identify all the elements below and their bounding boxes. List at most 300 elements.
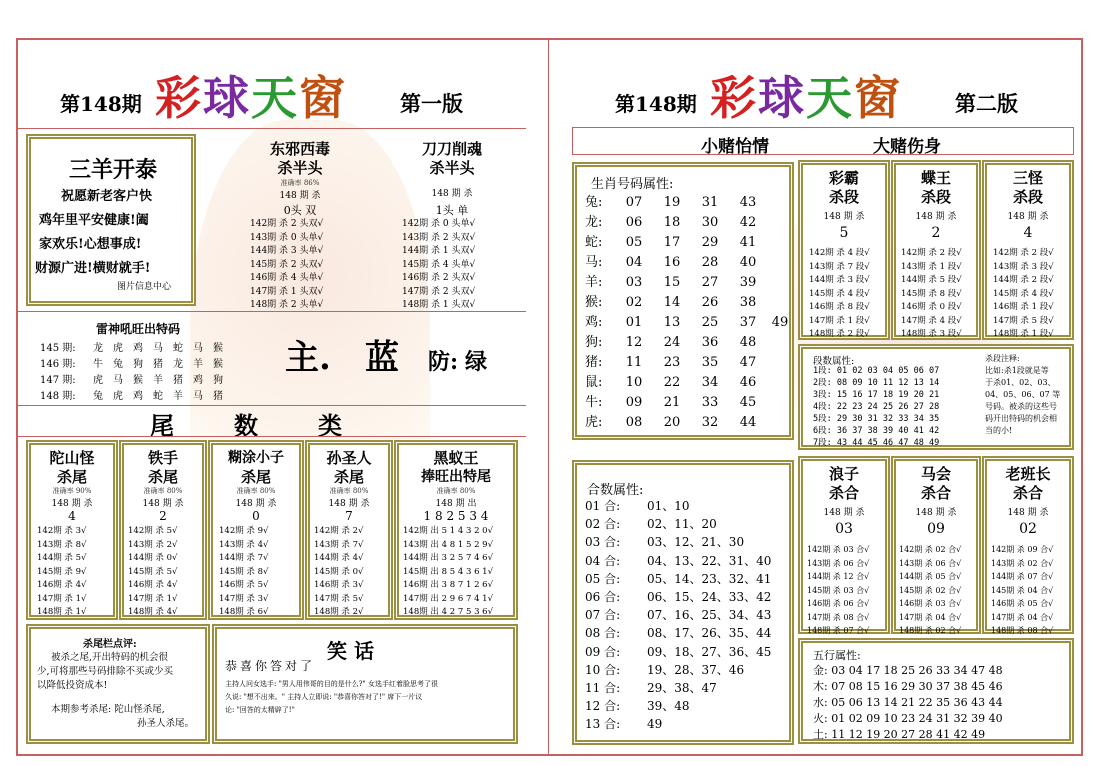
he-col-subtitle: 杀合 [828, 484, 859, 502]
history-row: 147期 杀 04 合√ [899, 612, 962, 622]
daodao-title: 刀刀削魂 [421, 140, 482, 158]
he-col-period: 148 期 杀 [915, 508, 957, 518]
sum-attributes-box [572, 460, 794, 745]
zodiac-cell: 羊 [173, 391, 183, 402]
tail-col-history [37, 525, 86, 620]
history-row: 145期 出 8 5 4 3 6 1√ [403, 566, 494, 577]
period-label: 147 期: [40, 375, 76, 386]
sum-label: 10 合: [585, 662, 621, 677]
main-color-value: 蓝 [365, 338, 399, 378]
number-cell: 22 [663, 375, 681, 390]
sum-values: 09、18、27、36、45 [647, 644, 772, 659]
zodiac-box [572, 162, 794, 440]
daodao-pick: 1头 单 [435, 204, 469, 217]
sum-row [585, 606, 771, 624]
sum-label: 13 合: [585, 717, 621, 732]
segment-row: 3段: 15 16 17 18 19 20 21 [813, 390, 940, 400]
zodiac-name: 鼠: [585, 375, 603, 390]
leishen-row [40, 389, 228, 405]
zodiac-cell: 虎 [113, 391, 123, 402]
number-cell: 20 [663, 415, 681, 430]
number-cell: 21 [663, 395, 681, 410]
blessing-box [26, 134, 196, 306]
seg-col-period: 148 期 杀 [823, 212, 865, 222]
history-row: 148期 杀 2 段√ [809, 329, 870, 339]
number-cell: 32 [701, 415, 719, 430]
history-row: 145期 杀 04 合√ [991, 585, 1054, 595]
history-row: 143期 杀 2 头双√ [402, 232, 476, 243]
zodiac-cell: 兔 [113, 359, 123, 370]
number-cell: 11 [625, 355, 643, 370]
number-cell: 44 [739, 415, 757, 430]
history-row: 146期 杀 8 段√ [809, 302, 870, 312]
history-row: 143期 杀 7√ [314, 539, 364, 550]
sum-label: 12 合: [585, 699, 621, 714]
logo-char: 彩 [155, 71, 203, 125]
history-row: 146期 杀 5√ [219, 580, 269, 590]
edition-label: 第一版 [400, 91, 463, 116]
review-reference: 孙圣人杀尾。 [137, 718, 195, 729]
history-row: 143期 杀 02 合√ [991, 558, 1054, 568]
segment-note-title: 杀段注释: [985, 354, 1020, 363]
zodiac-cell: 猪 [153, 359, 163, 370]
history-row: 144期 杀 05 合√ [899, 572, 962, 581]
zodiac-row [585, 413, 793, 433]
number-cell: 10 [625, 375, 643, 390]
segment-column-caiba [798, 160, 890, 340]
review-line: 少,可将那些号码排除不买或少买 [37, 666, 174, 677]
history-row: 146期 杀 0 段√ [901, 302, 962, 312]
sum-label: 06 合: [585, 590, 621, 605]
tail-col-period: 148 期 杀 [142, 499, 184, 509]
sum-column-mahui [891, 456, 981, 634]
number-cell: 04 [625, 255, 643, 270]
number-cell: 09 [625, 395, 643, 410]
segment-row: 1段: 01 02 03 04 05 06 07 [813, 366, 940, 376]
number-cell: 36 [701, 335, 719, 350]
history-row: 147期 杀 1 头双√ [250, 286, 324, 297]
joke-line: 论: "回答的太精辟了!" [225, 706, 295, 714]
sum-row [585, 643, 771, 661]
history-row: 143期 杀 2√ [128, 539, 178, 550]
segment-row: 6段: 36 37 38 39 40 41 42 [813, 426, 940, 436]
history-row: 145期 杀 9√ [37, 566, 87, 577]
zodiac-row [585, 373, 793, 393]
number-cell: 15 [663, 275, 681, 290]
tail-col-subtitle: 捧旺出特尾 [421, 469, 491, 485]
joke-box [212, 624, 518, 744]
tail-col-period: 148 期 杀 [235, 499, 277, 509]
period-label: 148 期: [40, 391, 76, 402]
history-row: 146期 出 3 8 7 1 2 6√ [403, 580, 494, 590]
history-row: 143期 杀 06 合√ [807, 558, 870, 568]
seg-col-period: 148 期 杀 [915, 212, 957, 222]
joke-line: 主持人问女选手: "男人用伟哥的目的是什么?" 女选手红着脸思考了很 [225, 680, 439, 688]
daodao-subtitle: 杀半头 [429, 159, 475, 177]
segment-column-sanguai [982, 160, 1074, 340]
segment-row: 7段: 43 44 45 46 47 48 49 [813, 438, 940, 448]
history-row: 144期 杀 0√ [128, 553, 178, 563]
element-row: 金: 03 04 17 18 25 26 33 34 47 48 [813, 664, 1003, 677]
element-row: 木: 07 08 15 16 29 30 37 38 45 46 [813, 680, 1003, 693]
tail-col-history [314, 525, 363, 620]
history-row: 142期 杀 2 头双√ [250, 219, 324, 229]
history-row: 144期 杀 1 头双√ [402, 246, 476, 256]
zodiac-cell: 羊 [193, 359, 203, 370]
zodiac-name: 兔: [585, 195, 603, 210]
tail-title-char: 尾 [150, 411, 174, 440]
tail-col-accuracy: 准确率 80% [436, 487, 476, 495]
number-cell: 07 [625, 195, 643, 210]
tail-title-char: 类 [318, 411, 342, 440]
sum-values: 29、38、47 [647, 681, 717, 696]
history-row: 143期 杀 1 段√ [901, 261, 962, 272]
he-col-pick: 02 [1019, 521, 1037, 537]
number-cell: 01 [625, 315, 643, 330]
history-row: 148期 杀 2√ [314, 607, 364, 617]
five-elements-box [798, 638, 1074, 744]
review-box [26, 624, 210, 744]
sum-row [585, 497, 771, 515]
history-row: 144期 杀 5√ [37, 553, 87, 563]
joke-line: 久说: "想不出来。" 主持人立即说: "恭喜你答对了!" 席下一片议 [225, 693, 423, 701]
logo-char: 球 [203, 71, 251, 125]
period-label: 145 期: [40, 343, 76, 354]
zodiac-cell: 兔 [93, 391, 103, 402]
sum-column-langzi [798, 456, 890, 634]
number-cell: 47 [739, 355, 757, 370]
sum-values: 39、48 [647, 699, 690, 714]
history-row: 143期 杀 3 段√ [993, 261, 1054, 272]
zodiac-cell: 虎 [93, 375, 103, 386]
sum-row [585, 661, 771, 679]
zodiac-cell: 龙 [93, 343, 103, 354]
blessing-line: 祝愿新老客户快 [61, 189, 153, 204]
history-row: 147期 杀 4 段√ [901, 315, 962, 326]
issue-number: 第148期 [615, 92, 697, 116]
history-row: 146期 杀 03 合√ [899, 599, 962, 608]
history-row: 147期 杀 08 合√ [807, 612, 870, 622]
tail-col-accuracy: 准确率 90% [52, 487, 92, 495]
zodiac-name: 马: [585, 255, 603, 270]
sum-label: 11 合: [585, 681, 621, 696]
zodiac-row [585, 273, 793, 293]
number-cell: 08 [625, 415, 643, 430]
sum-values: 04、13、22、31、40 [647, 553, 772, 568]
he-col-history [991, 543, 1053, 638]
issue-number: 第148期 [60, 92, 142, 116]
sum-column-laobanzhang [982, 456, 1074, 634]
zodiac-row [585, 213, 793, 233]
history-row: 144期 出 3 2 5 7 4 6√ [403, 553, 494, 563]
history-row: 148期 杀 6√ [219, 607, 269, 617]
history-row: 148期 杀 1 段√ [993, 329, 1054, 339]
number-cell: 34 [701, 375, 719, 390]
zodiac-cell: 鸡 [133, 343, 143, 354]
history-row: 143期 杀 06 合√ [899, 558, 962, 568]
segment-note [985, 353, 1060, 437]
history-row: 142期 杀 2√ [314, 526, 364, 536]
sum-row [585, 588, 771, 606]
tail-col-title: 陀山怪 [49, 449, 95, 467]
sum-label: 02 合: [585, 517, 621, 532]
he-col-period: 148 期 杀 [1007, 508, 1049, 518]
zodiac-name: 狗: [585, 335, 603, 350]
tail-col-title: 铁手 [147, 449, 178, 467]
history-row: 145期 杀 03 合√ [807, 585, 870, 595]
number-cell: 40 [739, 255, 757, 270]
tail-column-heihu [394, 440, 518, 620]
zodiac-cell: 狗 [213, 375, 223, 386]
segment-note-line: 号码。被杀的这些号 [985, 402, 1057, 411]
sum-title: 合数属性: [587, 483, 644, 498]
blessing-title: 三羊开泰 [69, 157, 158, 183]
blessing-footer: 图片信息中心 [117, 282, 172, 292]
zodiac-cell: 羊 [153, 375, 163, 386]
number-cell: 05 [625, 235, 643, 250]
history-row: 142期 杀 0 头单√ [402, 219, 476, 229]
tail-col-period: 148 期 出 [435, 499, 477, 509]
zodiac-cell: 龙 [173, 359, 183, 370]
history-row: 148期 杀 1√ [37, 607, 87, 617]
history-row: 147期 杀 3√ [219, 593, 269, 604]
sum-list [585, 497, 771, 734]
number-cell: 39 [739, 275, 757, 290]
history-row: 148期 杀 4√ [128, 607, 178, 617]
right-header [595, 62, 1075, 125]
sum-label: 07 合: [585, 608, 621, 623]
zodiac-cell: 猴 [133, 375, 143, 386]
zodiac-cell: 鸡 [193, 375, 203, 386]
period-label: 146 期: [40, 359, 76, 370]
history-row: 147期 杀 1√ [37, 593, 87, 604]
zodiac-row [585, 353, 793, 373]
dongxie-accuracy: 准确率 86% [280, 179, 320, 187]
zodiac-cell: 猴 [213, 343, 223, 354]
sum-row [585, 515, 771, 533]
number-cell: 12 [625, 335, 643, 350]
he-col-pick: 03 [835, 521, 853, 537]
zodiac-row [585, 233, 793, 253]
history-row: 143期 杀 7 段√ [809, 261, 870, 272]
number-cell: 38 [739, 295, 757, 310]
number-cell: 06 [625, 215, 643, 230]
tail-title-char: 数 [234, 411, 258, 440]
history-row: 148期 杀 3 段√ [901, 329, 962, 339]
motto-right: 大赌伤身 [873, 137, 941, 157]
five-elements-list [813, 663, 1003, 743]
number-cell: 30 [701, 215, 719, 230]
history-row: 142期 杀 02 合√ [899, 545, 962, 554]
he-col-title: 马会 [920, 465, 951, 483]
sum-row [585, 697, 771, 715]
history-row: 145期 杀 4 段√ [993, 288, 1054, 299]
zodiac-row [585, 253, 793, 273]
zodiac-table [585, 193, 793, 433]
number-cell: 18 [663, 215, 681, 230]
seg-col-pick: 2 [931, 225, 941, 241]
sum-values: 01、10 [647, 499, 690, 513]
tail-col-pick: 0 [252, 509, 260, 523]
number-cell: 02 [625, 295, 643, 310]
number-cell: 24 [663, 335, 681, 350]
he-col-pick: 09 [927, 521, 945, 537]
history-row: 146期 杀 06 合√ [807, 599, 870, 608]
history-row: 148期 杀 07 合√ [807, 626, 870, 635]
leishen-row [40, 357, 228, 373]
zodiac-name: 牛: [585, 395, 603, 410]
sum-values: 05、14、23、32、41 [647, 571, 772, 586]
dongxie-subtitle: 杀半头 [277, 159, 323, 177]
element-row: 水: 05 06 13 14 21 22 35 36 43 44 [813, 696, 1003, 709]
segment-row: 4段: 22 23 24 25 26 27 28 [813, 402, 940, 412]
history-row: 146期 杀 4√ [37, 580, 87, 590]
zodiac-cell: 马 [193, 391, 203, 402]
zodiac-name: 猪: [585, 355, 603, 370]
tail-col-subtitle: 杀尾 [240, 468, 271, 486]
leishen-row [40, 373, 228, 389]
seg-col-title: 彩霸 [828, 169, 859, 187]
seg-col-history [993, 247, 1054, 342]
sum-values: 08、17、26、35、44 [647, 626, 772, 641]
element-row: 土: 11 12 19 20 27 28 41 42 49 [813, 728, 986, 741]
number-cell: 42 [739, 215, 757, 230]
sum-row [585, 533, 771, 551]
tail-col-pick: 4 [68, 509, 76, 523]
number-cell: 37 [739, 315, 757, 330]
history-row: 144期 杀 12 合√ [807, 572, 870, 581]
number-cell: 43 [739, 195, 757, 210]
tail-column-sunsheng [305, 440, 393, 620]
zodiac-cell: 马 [113, 375, 123, 386]
history-row: 147期 杀 1√ [128, 593, 178, 604]
he-col-period: 148 期 杀 [823, 508, 865, 518]
tail-col-history [219, 525, 268, 620]
number-cell: 28 [701, 255, 719, 270]
tail-col-period: 148 期 杀 [51, 499, 93, 509]
history-row: 142期 杀 2 段√ [901, 248, 962, 258]
segments-list [813, 365, 939, 449]
joke-headline: 恭喜你答对了 [225, 659, 316, 673]
tail-column-hutu [208, 440, 304, 620]
zodiac-cell: 猪 [173, 375, 183, 386]
main-color-label: 主. [285, 338, 331, 378]
tail-column-tieshou [119, 440, 207, 620]
number-cell: 26 [701, 295, 719, 310]
number-cell: 19 [663, 195, 681, 210]
history-row: 147期 杀 04 合√ [991, 612, 1054, 622]
zodiac-name: 蛇: [585, 235, 603, 250]
sum-values: 06、15、24、33、42 [647, 590, 772, 605]
review-line: 以降低投资成本! [37, 680, 108, 691]
motto-banner [572, 127, 1074, 155]
number-cell: 03 [625, 275, 643, 290]
zodiac-row [585, 333, 793, 353]
tail-col-accuracy: 准确率 80% [236, 487, 276, 495]
guard-color-value: 绿 [465, 349, 488, 375]
dongxie-pick: 0头 双 [283, 204, 317, 217]
sum-row [585, 552, 771, 570]
logo [155, 62, 347, 128]
zodiac-row [585, 393, 793, 413]
segment-column-diewang [891, 160, 981, 340]
zodiac-cell: 蛇 [173, 343, 183, 354]
tail-column-tuoshan [26, 440, 118, 620]
history-row: 142期 杀 4 段√ [809, 248, 870, 258]
history-row: 145期 杀 4 头单√ [402, 259, 476, 270]
zodiac-name: 龙: [585, 215, 603, 230]
motto-left: 小赌怡情 [701, 137, 769, 157]
history-row: 144期 杀 07 合√ [991, 572, 1054, 581]
number-cell: 48 [739, 335, 757, 350]
number-cell: 27 [701, 275, 719, 290]
he-col-history [807, 543, 869, 638]
segment-row: 2段: 08 09 10 11 12 13 14 [813, 378, 940, 388]
segment-attributes-box [798, 344, 1074, 450]
tail-col-title: 黑蚁王 [433, 449, 479, 467]
tail-col-history [403, 525, 493, 620]
history-row: 147期 杀 5√ [314, 593, 364, 604]
tail-col-history [128, 525, 177, 620]
history-row: 142期 出 5 1 4 3 2 0√ [403, 526, 494, 536]
tail-col-pick: 2 [159, 509, 167, 523]
history-row: 142期 杀 9√ [219, 526, 269, 536]
tail-col-subtitle: 杀尾 [333, 468, 364, 486]
sum-row [585, 679, 771, 697]
history-row: 145期 杀 8√ [219, 566, 269, 577]
segment-note-line: 当的小! [985, 426, 1013, 435]
history-row: 148期 出 4 2 7 5 3 6√ [403, 607, 494, 617]
history-row: 145期 杀 4 段√ [809, 288, 870, 299]
blessing-line: 鸡年里平安健康!阖 [39, 213, 149, 228]
number-cell: 25 [701, 315, 719, 330]
section-rule [18, 311, 526, 312]
history-row: 144期 杀 4√ [314, 553, 364, 563]
logo [710, 62, 902, 128]
history-row: 144期 杀 3 头单√ [250, 246, 324, 256]
edition-label: 第二版 [955, 91, 1018, 116]
history-row: 143期 杀 0 头单√ [250, 232, 324, 243]
number-cell: 49 [771, 315, 789, 330]
seg-col-history [901, 247, 962, 342]
seg-col-period: 148 期 杀 [1007, 212, 1049, 222]
history-row: 142期 杀 5√ [128, 526, 178, 536]
history-row: 143期 杀 4√ [219, 539, 269, 550]
zodiac-cell: 马 [193, 343, 203, 354]
header-rule-left [18, 128, 526, 129]
zodiac-cell: 猪 [213, 391, 223, 402]
dongxie-history [250, 218, 323, 313]
history-row: 147期 杀 2 头双√ [402, 286, 476, 297]
zodiac-cell: 牛 [93, 359, 103, 370]
logo-char: 球 [758, 71, 806, 125]
history-row: 147期 杀 1 段√ [809, 315, 870, 326]
history-row: 146期 杀 05 合√ [991, 599, 1054, 608]
number-cell: 35 [701, 355, 719, 370]
he-col-subtitle: 杀合 [1012, 484, 1043, 502]
logo-char: 彩 [710, 71, 758, 125]
tail-col-pick: 7 [345, 509, 353, 523]
history-row: 146期 杀 2 头双√ [402, 273, 476, 283]
tail-col-pick: 1 8 2 5 3 4 [423, 509, 489, 523]
tail-col-period: 148 期 杀 [328, 499, 370, 509]
sum-values: 02、11、20 [647, 517, 717, 532]
leishen-table [40, 341, 228, 405]
seg-col-title: 三怪 [1012, 169, 1043, 187]
leishen-title: 雷神吼旺出特码 [96, 322, 181, 336]
sum-row [585, 570, 771, 588]
zodiac-row [585, 293, 793, 313]
